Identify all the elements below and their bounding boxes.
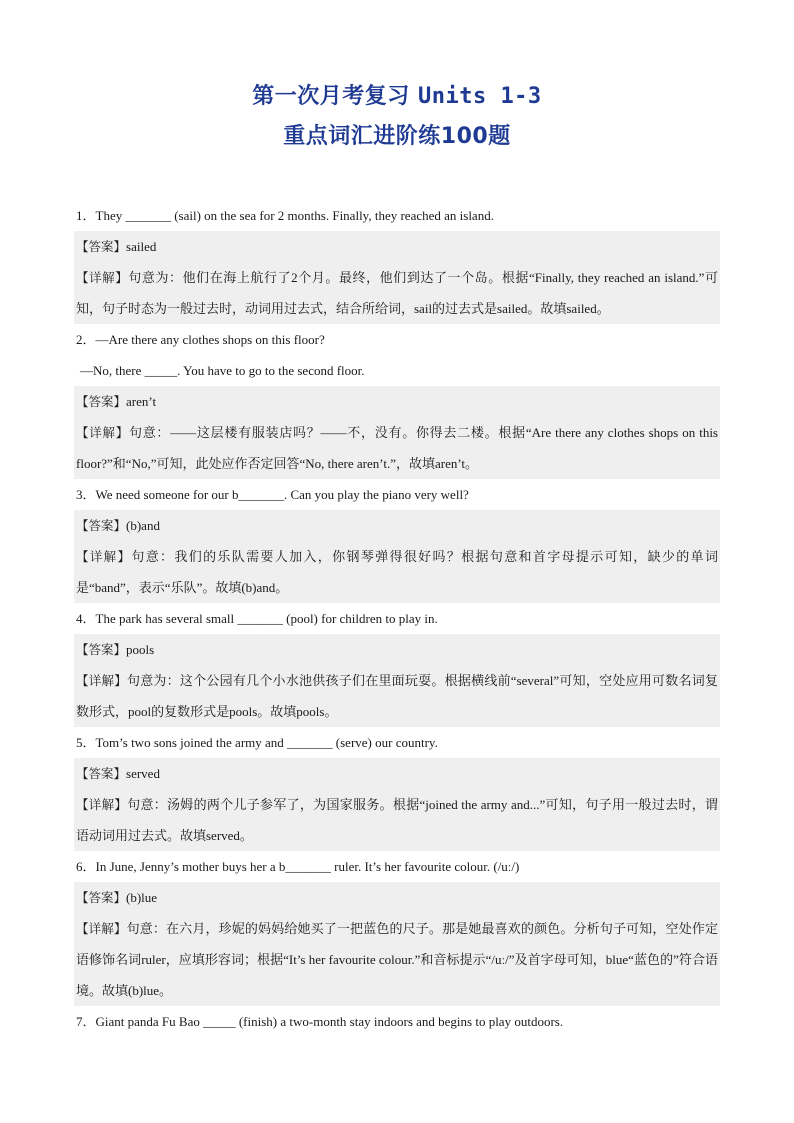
answer-6: 【答案】(b)lue xyxy=(74,882,720,913)
answer-1: 【答案】sailed xyxy=(74,231,720,262)
detail-1: 【详解】句意为：他们在海上航行了2个月。最终，他们到达了一个岛。根据“Finally, they reached an island.”可知，句子时态为一般过去时，动词用过去式，结合所给词，sail的过去式是sailed。故填sailed。 xyxy=(74,262,720,324)
answer-3: 【答案】(b)and xyxy=(74,510,720,541)
title-line-2: 重点词汇进阶练100题 xyxy=(283,124,511,149)
detail-2: 【详解】句意：——这层楼有服装店吗？——不，没有。你得去二楼。根据“Are there any clothes shops on this floor?”和“No,”可知，此处应作否定回答“No, there aren’t.”，故填aren’t。 xyxy=(74,417,720,479)
detail-3: 【详解】句意：我们的乐队需要人加入，你钢琴弹得很好吗？根据句意和首字母提示可知，缺少的单词是“band”，表示“乐队”。故填(b)and。 xyxy=(74,541,720,603)
question-3: 3．We need someone for our b_______. Can you play the piano very well? xyxy=(76,487,469,502)
answer-4: 【答案】pools xyxy=(74,634,720,665)
document-title xyxy=(0,80,794,154)
question-2-reply: —No, there _____. You have to go to the second floor. xyxy=(80,363,365,378)
detail-4: 【详解】句意为：这个公园有几个小水池供孩子们在里面玩耍。根据横线前“several”可知，空处应用可数名词复数形式，pool的复数形式是pools。故填pools。 xyxy=(74,665,720,727)
answer-2: 【答案】aren’t xyxy=(74,386,720,417)
detail-6: 【详解】句意：在六月，珍妮的妈妈给她买了一把蓝色的尺子。那是她最喜欢的颜色。分析句子可知，空处作定语修饰名词ruler，应填形容词；根据“It’s her favourite colour.”和音标提示“/uː/”及首字母可知，blue“蓝色的”符合语境。故填(b)lue。 xyxy=(74,913,720,1006)
answer-5: 【答案】served xyxy=(74,758,720,789)
question-5: 5．Tom’s two sons joined the army and _______ (serve) our country. xyxy=(76,735,438,750)
question-1: 1．They _______ (sail) on the sea for 2 months. Finally, they reached an island. xyxy=(76,208,494,223)
question-4: 4．The park has several small _______ (pool) for children to play in. xyxy=(76,611,438,626)
question-7: 7．Giant panda Fu Bao _____ (finish) a two-month stay indoors and begins to play outdoors. xyxy=(76,1014,564,1029)
detail-5: 【详解】句意：汤姆的两个儿子参军了，为国家服务。根据“joined the army and...”可知，句子用一般过去时，谓语动词用过去式。故填served。 xyxy=(74,789,720,851)
question-6: 6．In June, Jenny’s mother buys her a b_______ ruler. It’s her favourite colour. (/uː/) xyxy=(76,859,520,874)
title-line-1: 第一次月考复习 Units 1-3 xyxy=(252,84,542,109)
exercise-list xyxy=(74,200,720,1037)
question-2: 2．—Are there any clothes shops on this floor? xyxy=(76,332,325,347)
